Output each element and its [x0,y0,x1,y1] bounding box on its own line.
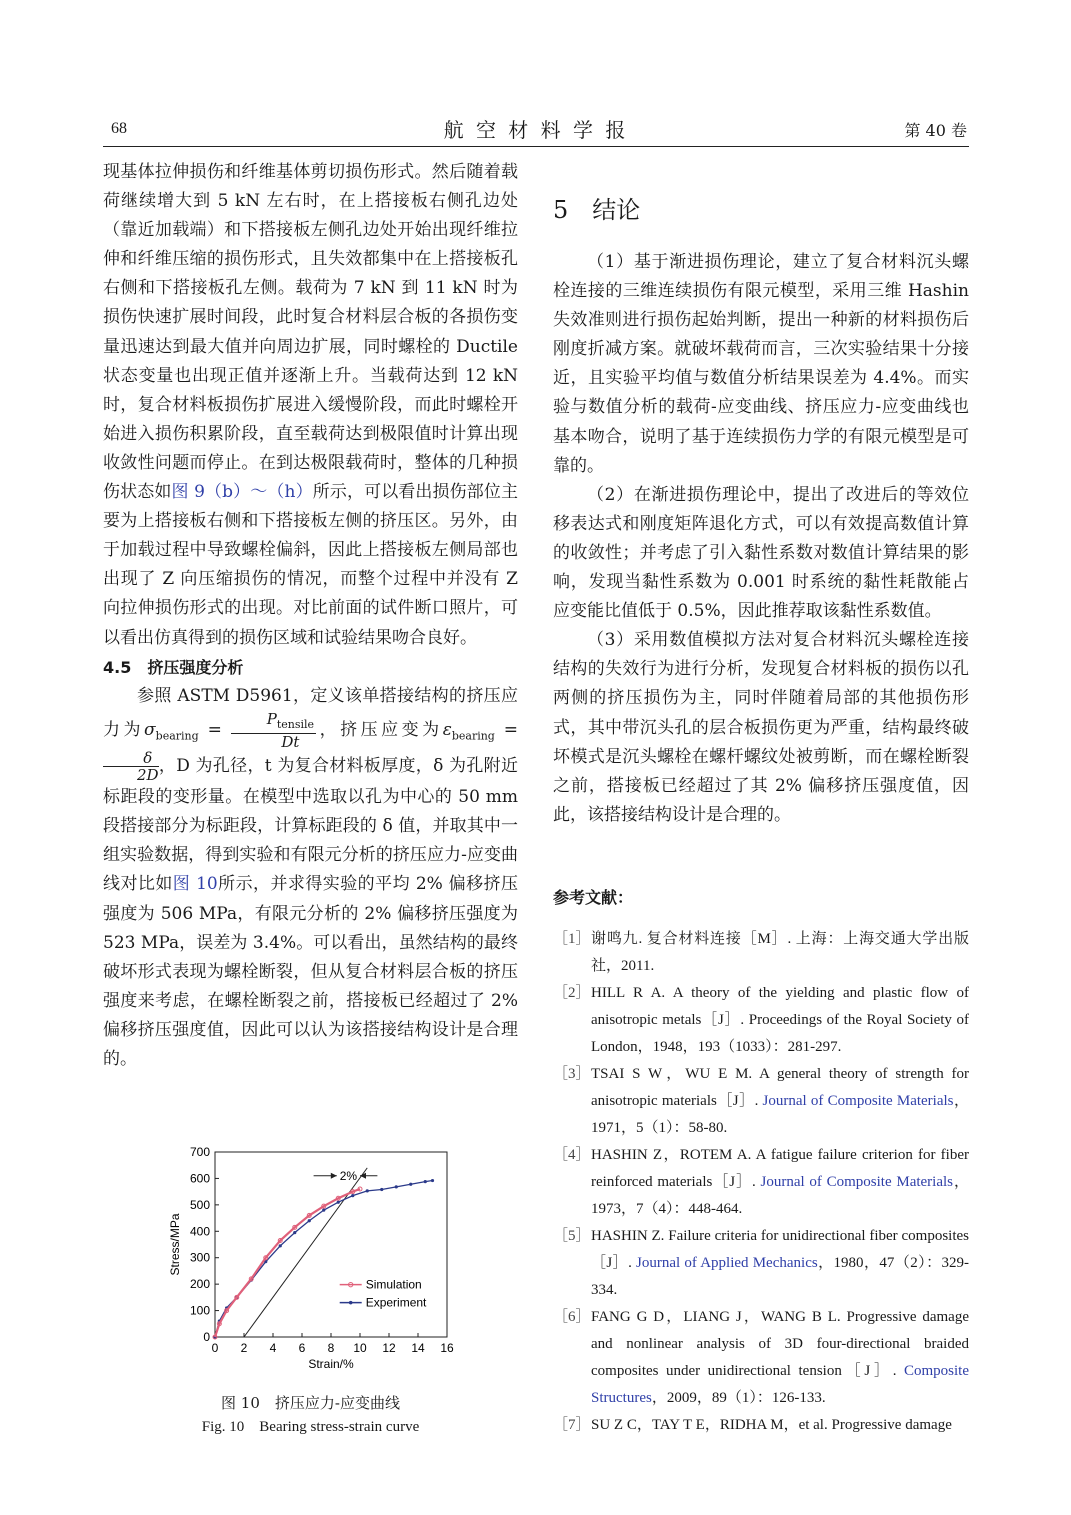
conclusion-3: （3）采用数值模拟方法对复合材料沉头螺栓连接结构的失效行为进行分析，发现复合材料板的损伤以孔两侧的挤压损伤为主，同时伴随着局部的其他损伤形式，其中带沉头孔的层合板损伤更为严重，结构最终破坏模式是沉头螺栓在螺杆螺纹处被剪断，而在螺栓断裂之前，搭接板已经超过了其 2% 偏移挤压强度值，因此，该搭接结构设计是合理的。 [553,630,969,825]
x-tick-label: 16 [440,1341,454,1355]
paragraph-text: 现基体拉伸损伤和纤维基体剪切损伤形式。然后随着载荷继续增大到 5 kN 左右时，在上搭接板右侧孔边处（靠近加载端）和下搭接板左侧孔边处开始出现纤维拉伸和纤维压缩的损伤形式，且失效都集中在上搭接板孔右侧和下搭接板孔左侧。载荷为 7 kN 到 11 kN 时为损伤快速扩展时间段，此时复合材料层合板的各损伤变量迅速达到最大值并向周边扩展，同时螺栓的 Ductile 状态变量也出现正值并逐渐上升。当载荷达到 12 kN 时，复合材料板损伤扩展进入缓慢阶段，而此时螺栓开始进入损伤积累阶段，直至载荷达到极限值时计算出现收敛性问题而停止。在到达极限载荷时，整体的几种损伤状态如 [103,162,518,503]
paragraph: 参照 ASTM D5961，定义该单搭接结构的挤压应力为$\sigma_{bearing}$ = $\frac{P_{tensile}}{Dt}$ ，挤压应变为$\varepsilon_{bearing}$ = $\frac{\delta}{2D}$ ，D 为孔径，t 为复合材料板厚度，δ 为孔附近标距段的变形量。在模型中选取以孔为中心的 50 mm 段搭接部分为标距段，计算标距段的 δ 值，并取其中一组实验数据，得到实验和有限元分析的挤压应力-应变曲线对比如图 10所示，并求得实验的平均 2% 偏移挤压强度为 506 MPa，有限元分析的 2% 偏移挤压强度为 523 MPa，误差为 3.4%。可以看出，虽然结构的最终破坏形式表现为螺栓断裂，但从复合材料层合板的挤压强度来考虑，在螺栓断裂之前，搭接板已经超过了 2% 偏移挤压强度值，因此可以认为该搭接结构设计是合理的。 [103,685,519,1070]
paragraph [103,158,518,653]
section-title: 4.5 挤压强度分析 [103,657,244,677]
reference-number: ［3］ [553,1066,591,1082]
figure-caption-en: Fig. 10 Bearing stress-strain curve [201,1419,420,1435]
fraction-denominator: Dt [281,732,300,751]
y-tick-label: 200 [189,1277,210,1292]
series-line-simulation [215,1189,360,1337]
x-axis-label: Strain/% [308,1357,354,1371]
x-tick-label: 12 [382,1341,396,1355]
figure-caption-cn: 图 10 挤压应力-应变曲线 [221,1394,400,1412]
reference-text: 谢鸣九. 复合材料连接［M］. 上海：上海交通大学出版社，2011. [591,931,969,974]
y-axis-label: Stress/MPa [168,1213,182,1276]
reference-number: ［5］ [553,1228,591,1244]
journal-link[interactable]: Journal of Composite Materials [762,1093,954,1109]
legend-label: Experiment [365,1295,427,1310]
data-point [308,1219,311,1222]
reference-number: ［6］ [553,1309,591,1325]
fraction-denominator: 2D [137,766,159,785]
sigma-symbol: σ [144,719,156,740]
legend-label: Simulation [365,1277,422,1292]
y-tick-label: 100 [189,1303,210,1318]
journal-title: 航 空 材 料 学 报 [443,118,629,142]
x-tick-label: 10 [353,1341,367,1355]
x-tick-label: 2 [240,1341,248,1355]
data-point [395,1185,398,1188]
reference-number: ［7］ [553,1417,591,1433]
y-tick-label: 300 [189,1250,210,1265]
journal-link[interactable]: Journal of Applied Mechanics [636,1255,818,1271]
conclusion-1: （1）基于渐进损伤理论，建立了复合材料沉头螺栓连接的三维连续损伤有限元模型，采用三维 Hashin 失效准则进行损伤起始判断，提出一种新的材料损伤后刚度折减方案。就破坏载荷而言，三次实验结果十分接近，且实验平均值与数值分析结果误差为 4.4%。而实验与数值分析的载荷-应变曲线、挤压应力-应变曲线也基本吻合，说明了基于连续损伤力学的有限元模型是可靠的。 [553,252,969,476]
reference-item [553,1304,969,1412]
reference-item [553,1223,969,1304]
reference-text: HASHIN Z，ROTEM A. A fatigue failure criterion for fiber reinforced materials［J］. Journal of Composite Materials，1973，7（4）：448-464. [591,1147,969,1217]
data-point [279,1244,282,1247]
reference-number: ［2］ [553,985,591,1001]
reference-text: TSAI S W，WU E M. A general theory of strength for anisotropic materials［J］. Journal of Composite Materials，1971，5（1）：58-80. [591,1066,969,1136]
subscript: bearing [451,729,495,743]
bearing-stress-strain-chart [165,1140,465,1380]
y-tick-label: 500 [189,1197,210,1212]
data-point [424,1180,427,1183]
reference-text: HILL R A. A theory of the yielding and plastic flow of anisotropic metals［J］. Proceedings of the Royal Society of London，1948，193（1033）：281-297. [591,985,969,1055]
stress-fraction [231,711,316,750]
chapter-title: 5 结论 [553,196,641,224]
reference-list [553,926,969,1439]
paragraph-text: 所示，并求得实验的平均 2% 偏移挤压强度为 506 MPa，有限元分析的 2% 偏移挤压强度为 523 MPa，误差为 3.4%。可以看出，虽然结构的最终破坏形式表现为螺栓断裂，但从复合材料层合板的挤压强度来考虑，在螺栓断裂之前，搭接板已经超过了 2% 偏移挤压强度值，因此可以认为该搭接结构设计是合理的。 [103,874,518,1070]
x-tick-label: 4 [269,1341,277,1355]
reference-text: FANG G D，LIANG J，WANG B L. Progressive damage and nonlinear analysis of 3D four-directional braided composites under unidirectional tension［J］. Composite Structures，2009，89（1）：126-133. [591,1309,969,1406]
right-column [553,248,969,830]
data-point [380,1188,383,1191]
data-point [322,1209,325,1212]
legend-marker [349,1301,353,1305]
reference-item [553,926,969,980]
paragraph-text: 所示，可以看出损伤部位主要为上搭接板右侧和下搭接板左侧的挤压区。另外，由于加载过程中导致螺栓偏斜，因此上搭接板左侧局部也出现了 Z 向压缩损伤的情况，而整个过程中并没有 Z 向拉伸损伤形式的出现。对比前面的试件断口照片，可以看出仿真得到的损伤区域和试验结果吻合良好。 [103,482,519,648]
x-tick-label: 8 [327,1341,335,1355]
x-tick-label: 14 [411,1341,425,1355]
y-tick-label: 400 [189,1224,210,1239]
data-point [431,1179,434,1182]
reference-item [553,1412,969,1439]
reference-number: ［4］ [553,1147,591,1163]
conclusion-2: （2）在渐进损伤理论中，提出了改进后的等效位移表达式和刚度矩阵退化方式，可以有效提高数值计算的收敛性；并考虑了引入黏性系数对数值计算结果的影响，发现当黏性系数为 0.001 时系统的黏性耗散能占应变能比值低于 0.5%，因此推荐取该黏性系数值。 [553,484,969,622]
reference-text: HASHIN Z. Failure criteria for unidirectional fiber composites［J］. Journal of Applied Mechanics，1980，47（2）：329-334. [591,1228,970,1298]
subscript: bearing [155,729,199,743]
y-tick-label: 0 [203,1330,210,1344]
paragraph-text: ，D 为孔径，t 为复合材料板厚度，δ 为孔附近标距段的变形量。在模型中选取以孔为中心的 50 mm 段搭接部分为标距段，计算标距段的 δ 值，并取其中一组实验数据，得到实验和有限元分析的挤压应力-应变曲线对比如 [103,756,518,895]
strain-fraction [103,750,159,783]
subscript: tensile [276,717,315,731]
volume-label: 第 40 卷 [904,121,967,140]
page-number: 68 [111,120,127,137]
data-point [366,1189,369,1192]
y-tick-label: 700 [189,1145,210,1159]
journal-link[interactable]: Composite Structures [591,1363,969,1406]
annotation-label: 2% [339,1168,358,1183]
running-header [103,112,969,147]
epsilon-symbol: ε [442,719,452,740]
reference-item [553,1061,969,1142]
data-point [351,1194,354,1197]
reference-item [553,980,969,1061]
journal-link[interactable]: Journal of Composite Materials [760,1174,953,1190]
left-column [103,158,518,1074]
fraction-numerator: P [266,709,277,728]
paragraph-text: ，挤压应变为 [316,719,443,740]
data-point [337,1201,340,1204]
reference-text: SU Z C，TAY T E，RIDHA M，et al. Progressive damage [591,1417,952,1433]
figure-9-link[interactable]: 图 9（b）～（h） [171,482,313,503]
figure-10-link[interactable]: 图 10 [172,874,218,895]
x-tick-label: 0 [211,1341,219,1355]
references-title: 参考文献： [553,888,634,907]
chart-svg [165,1140,465,1380]
x-tick-label: 6 [298,1341,306,1355]
data-point [409,1183,412,1186]
reference-item [553,1142,969,1223]
paragraph-text: 参照 ASTM D5961，定义该单搭接结构的挤压应力为 [103,685,518,740]
annotation-arrowhead [331,1173,337,1179]
fraction-numerator: δ [143,749,153,768]
reference-number: ［1］ [553,931,591,947]
data-point [293,1231,296,1234]
y-tick-label: 600 [189,1171,210,1186]
